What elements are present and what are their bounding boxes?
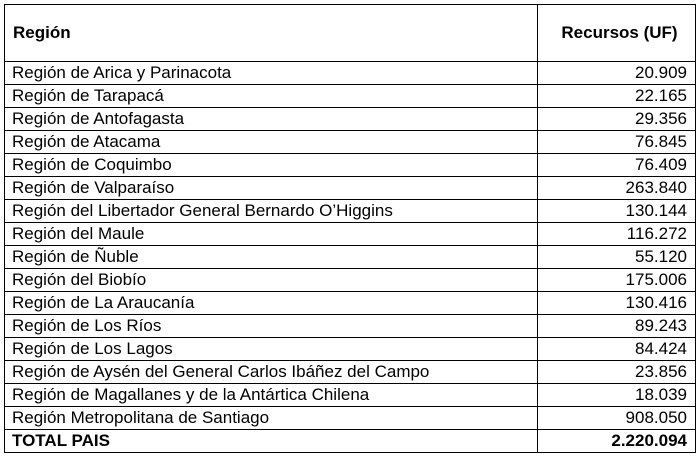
resources-cell: 76.845	[538, 131, 696, 154]
region-cell: Región de Arica y Parinacota	[5, 62, 538, 85]
resources-cell: 89.243	[538, 315, 696, 338]
table-row	[5, 292, 696, 315]
column-header-region: Región	[5, 5, 538, 62]
table-row	[5, 154, 696, 177]
region-cell: Región de Valparaíso	[5, 177, 538, 200]
table-row	[5, 361, 696, 384]
region-cell: Región de Magallanes y de la Antártica Chilena	[5, 384, 538, 407]
resources-cell: 20.909	[538, 62, 696, 85]
region-cell: Región de Aysén del General Carlos Ibáñez del Campo	[5, 361, 538, 384]
region-cell: Región Metropolitana de Santiago	[5, 407, 538, 430]
resources-cell: 130.144	[538, 200, 696, 223]
table-row	[5, 315, 696, 338]
resources-cell: 18.039	[538, 384, 696, 407]
resources-cell: 908.050	[538, 407, 696, 430]
region-cell: Región de Los Lagos	[5, 338, 538, 361]
resources-cell: 263.840	[538, 177, 696, 200]
resources-cell: 84.424	[538, 338, 696, 361]
regional-resources-table	[4, 4, 696, 453]
table-row	[5, 246, 696, 269]
resources-cell: 175.006	[538, 269, 696, 292]
region-cell: Región del Libertador General Bernardo O’Higgins	[5, 200, 538, 223]
region-cell: Región de Atacama	[5, 131, 538, 154]
table-row	[5, 131, 696, 154]
total-value: 2.220.094	[538, 430, 696, 453]
table-row	[5, 108, 696, 131]
table-row	[5, 223, 696, 246]
column-header-resources: Recursos (UF)	[538, 5, 696, 62]
header-row	[5, 5, 696, 62]
region-cell: Región de Ñuble	[5, 246, 538, 269]
table-row	[5, 269, 696, 292]
total-label: TOTAL PAIS	[5, 430, 538, 453]
table-row	[5, 177, 696, 200]
table-body	[5, 62, 696, 453]
region-cell: Región de Antofagasta	[5, 108, 538, 131]
region-cell: Región de Tarapacá	[5, 85, 538, 108]
total-row	[5, 430, 696, 453]
resources-cell: 55.120	[538, 246, 696, 269]
table-row	[5, 338, 696, 361]
region-cell: Región del Biobío	[5, 269, 538, 292]
resources-cell: 116.272	[538, 223, 696, 246]
region-cell: Región del Maule	[5, 223, 538, 246]
region-cell: Región de La Araucanía	[5, 292, 538, 315]
resources-cell: 130.416	[538, 292, 696, 315]
region-cell: Región de Coquimbo	[5, 154, 538, 177]
resources-cell: 76.409	[538, 154, 696, 177]
table-row	[5, 407, 696, 430]
table-row	[5, 85, 696, 108]
table-row	[5, 62, 696, 85]
region-cell: Región de Los Ríos	[5, 315, 538, 338]
resources-cell: 23.856	[538, 361, 696, 384]
resources-cell: 22.165	[538, 85, 696, 108]
table-header	[5, 5, 696, 62]
table-row	[5, 200, 696, 223]
resources-cell: 29.356	[538, 108, 696, 131]
table-row	[5, 384, 696, 407]
